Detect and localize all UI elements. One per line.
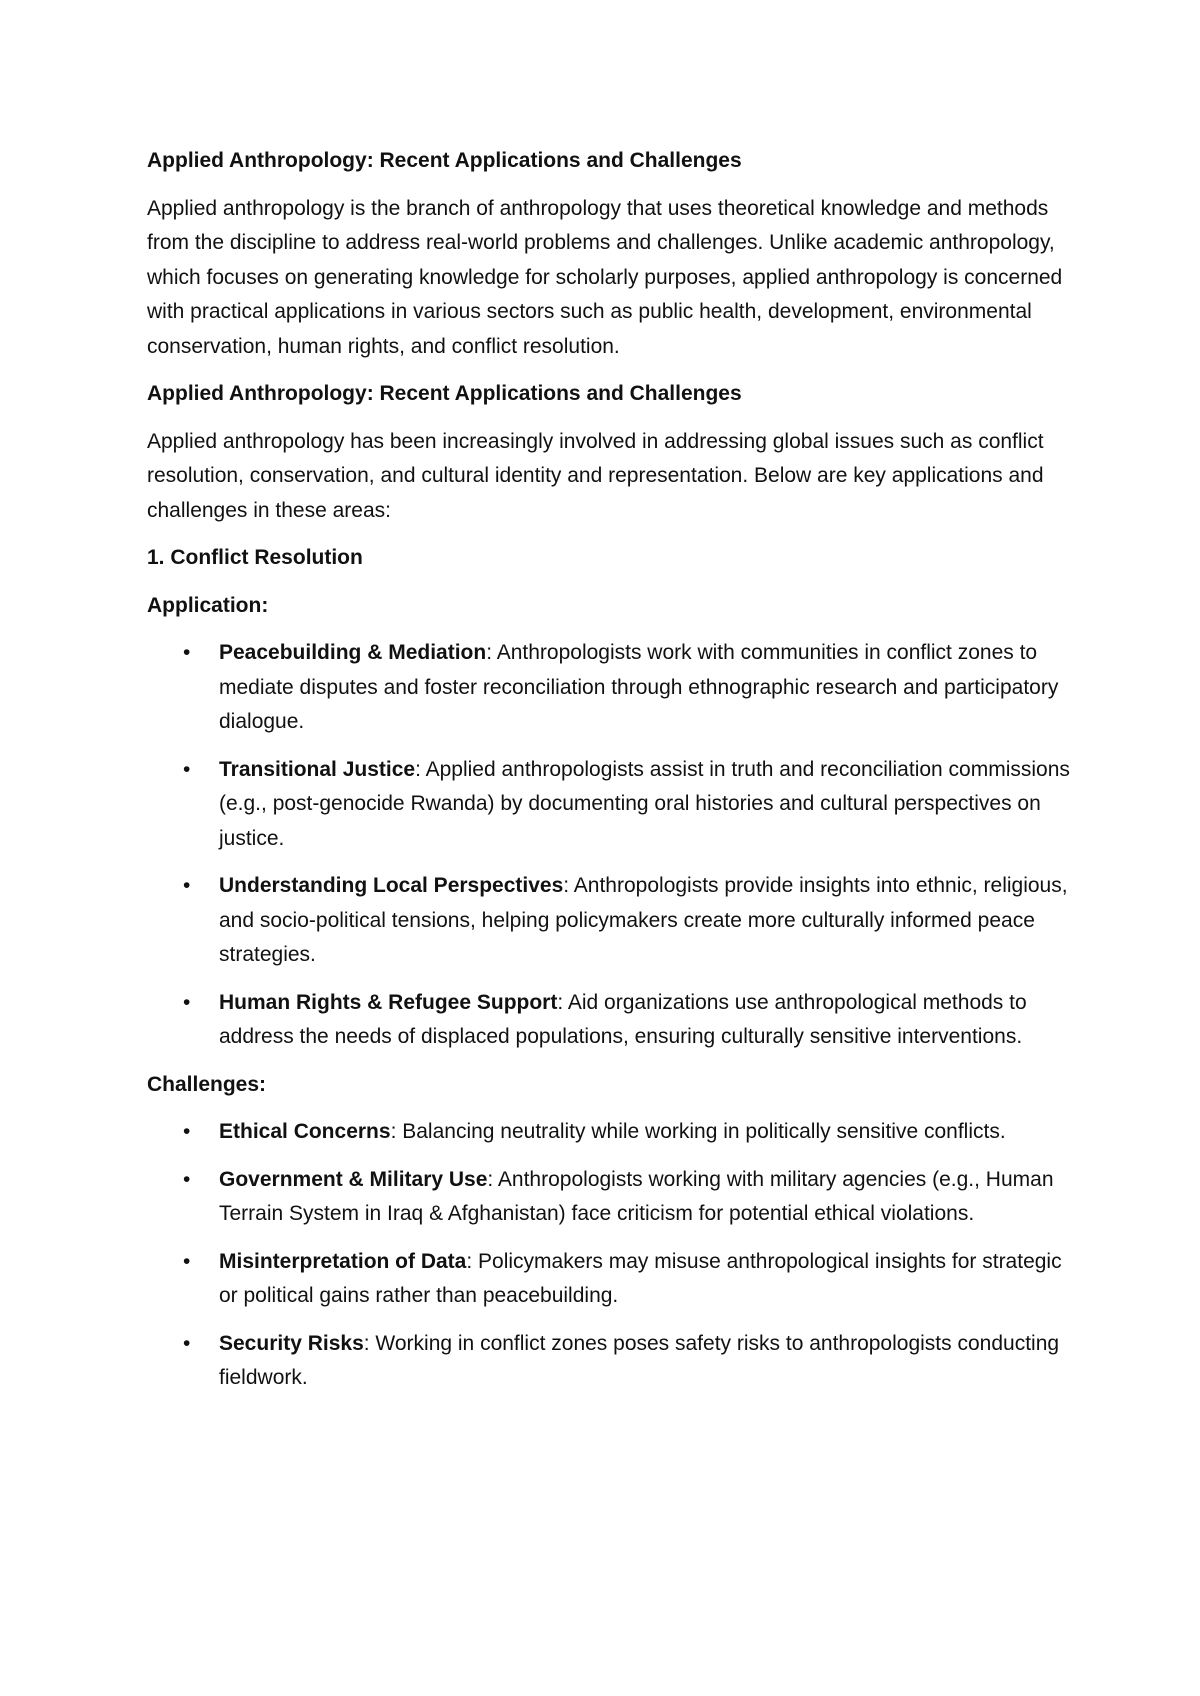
list-item-text: : Applied anthropologists assist in truth and reconciliation commissions (e.g., post-genocide Rwanda) by documenting oral histories and cultural perspectives on justice. xyxy=(219,757,1070,850)
bullet-icon: • xyxy=(183,1167,191,1191)
list-item-text: : Aid organizations use anthropological methods to address the needs of displaced populations, ensuring culturally sensitive interventions. xyxy=(219,990,1027,1048)
section-title: Applied Anthropology: Recent Applications and Challenges xyxy=(147,382,742,405)
list-item-term: Ethical Concerns xyxy=(219,1120,391,1143)
list-item xyxy=(147,753,1077,857)
list-item-text: : Anthropologists working with military agencies (e.g., Human Terrain System in Iraq & Afghanistan) face criticism for potential ethical violations. xyxy=(219,1167,1054,1225)
bullet-icon: • xyxy=(183,757,191,781)
list-item-term: Peacebuilding & Mediation xyxy=(219,641,487,664)
list-item-text: : Anthropologists provide insights into ethnic, religious, and socio-political tensions, helping policymakers create more culturally informed peace strategies. xyxy=(219,874,1068,966)
application-list xyxy=(147,636,1077,1055)
document-title: Applied Anthropology: Recent Applications and Challenges xyxy=(147,149,742,172)
bullet-icon: • xyxy=(183,1331,191,1355)
list-item xyxy=(147,636,1077,740)
challenges-list xyxy=(147,1115,1077,1396)
list-item xyxy=(147,869,1077,973)
bullet-icon: • xyxy=(183,990,191,1014)
bullet-icon: • xyxy=(183,874,191,897)
bullet-icon: • xyxy=(183,1120,191,1143)
bullet-icon: • xyxy=(183,1249,191,1273)
challenges-heading: Challenges: xyxy=(147,1072,267,1096)
list-item-text: : Balancing neutrality while working in politically sensitive conflicts. xyxy=(390,1120,1006,1143)
list-item-text: : Policymakers may misuse anthropological insights for strategic or political gains rather than peacebuilding. xyxy=(219,1249,1062,1307)
list-item xyxy=(147,986,1077,1055)
list-item xyxy=(147,1327,1077,1396)
list-item xyxy=(147,1245,1077,1314)
list-item-term: Government & Military Use xyxy=(219,1167,488,1191)
list-item-term: Transitional Justice xyxy=(219,757,416,781)
list-item-term: Misinterpretation of Data xyxy=(219,1249,467,1273)
list-item-text: : Working in conflict zones poses safety risks to anthropologists conducting fieldwork. xyxy=(219,1331,1060,1389)
list-item-term: Understanding Local Perspectives xyxy=(219,874,564,897)
intro-paragraph: Applied anthropology is the branch of anthropology that uses theoretical knowledge and methods from the discipline to address real-world problems and challenges. Unlike academic anthropology, which focuses on generating knowledge for scholarly purposes, applied anthropology is concerned with practical applications in various sectors such as public health, development, environmental conservation, human rights, and conflict resolution. xyxy=(147,196,1063,358)
bullet-icon: • xyxy=(183,641,191,664)
list-item xyxy=(147,1163,1077,1232)
list-item-term: Security Risks xyxy=(219,1331,364,1355)
list-item xyxy=(147,1115,1077,1150)
list-item-term: Human Rights & Refugee Support xyxy=(219,990,558,1014)
section-heading-conflict-resolution: 1. Conflict Resolution xyxy=(147,546,363,569)
document-page xyxy=(147,144,1077,1409)
list-item-text: : Anthropologists work with communities in conflict zones to mediate disputes and foster reconciliation through ethnographic research and participatory dialogue. xyxy=(219,641,1059,733)
application-heading: Application: xyxy=(147,593,269,617)
overview-paragraph: Applied anthropology has been increasingly involved in addressing global issues such as conflict resolution, conservation, and cultural identity and representation. Below are key applications and challenges in these areas: xyxy=(147,429,1044,522)
